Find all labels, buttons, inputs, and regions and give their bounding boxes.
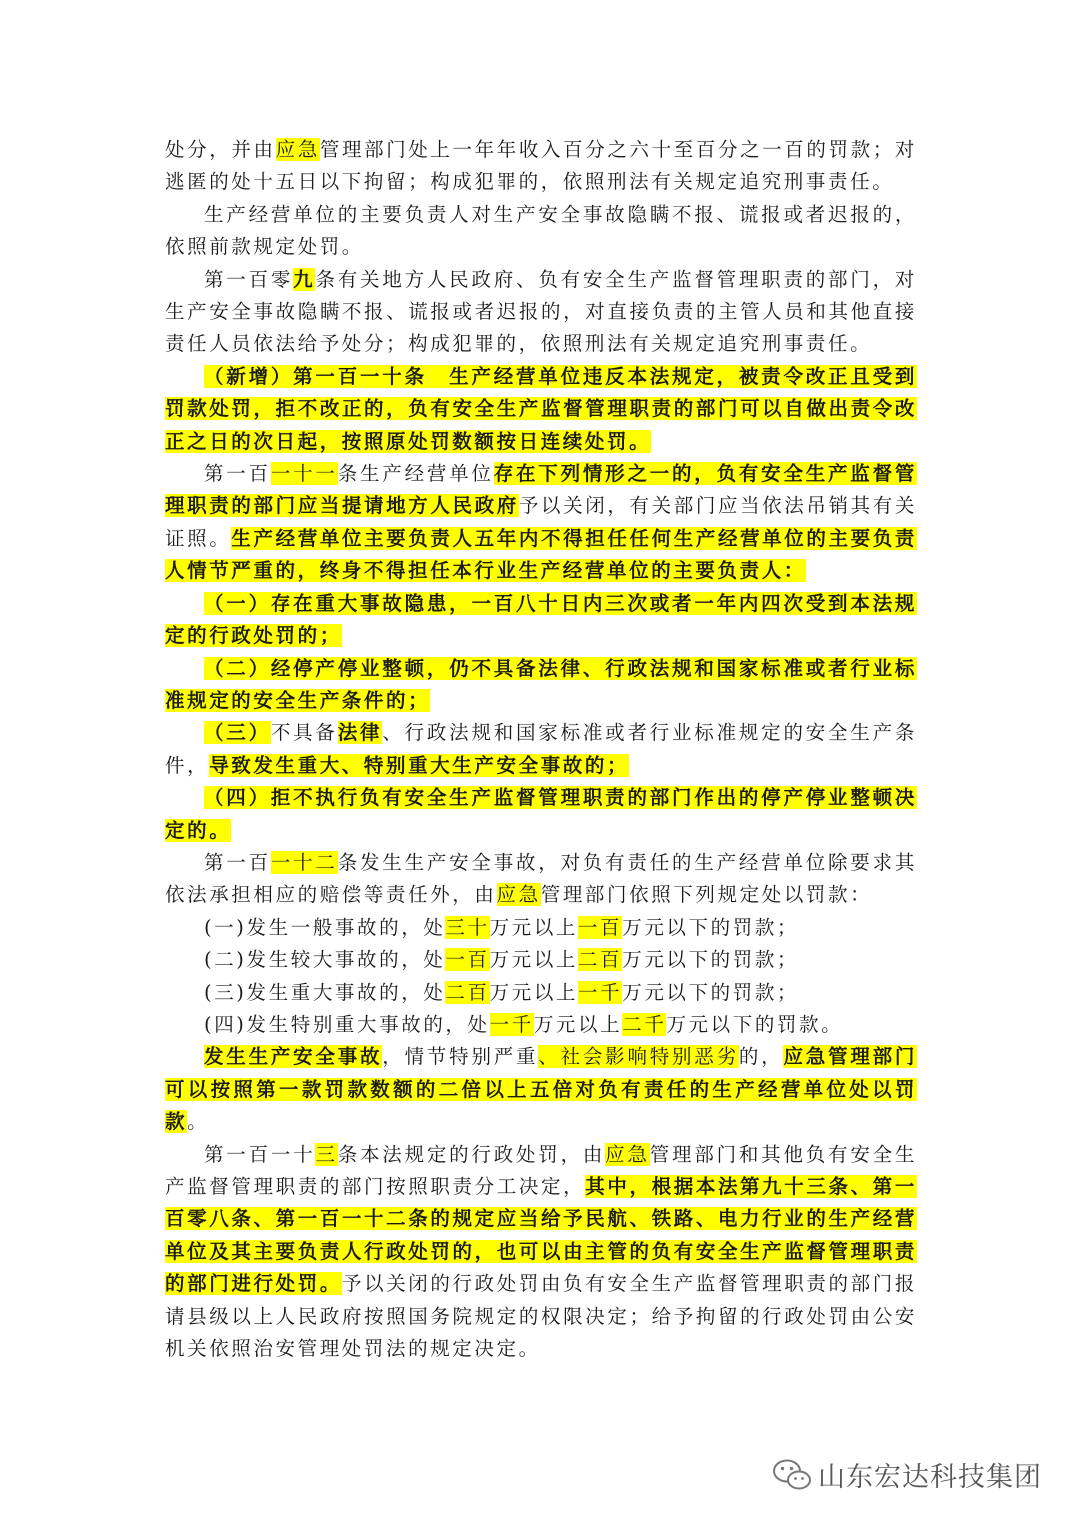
paragraph xyxy=(165,458,917,588)
text-segment: 生产经营单位的主要负责人对生产安全事故隐瞒不报、谎报或者迟报的，依照前款规定处罚。 xyxy=(165,202,917,259)
highlighted-text: （四）拒不执行负有安全生产监督管理职责的部门作出的停产停业整顿决定的。 xyxy=(165,786,917,842)
text-segment: 万元以上 xyxy=(489,915,579,939)
highlighted-text: 九 xyxy=(293,267,316,291)
text-segment: 。 xyxy=(187,1110,210,1134)
text-segment: 的， xyxy=(738,1045,784,1069)
text-segment: ，情节特别严重 xyxy=(382,1045,539,1069)
highlighted-text: 一百 xyxy=(578,915,623,939)
paragraph xyxy=(165,912,917,944)
text-segment: 予以关闭，有关部门应当依法吊销其有关证照。 xyxy=(165,494,917,550)
highlighted-text: （三） xyxy=(204,721,271,745)
watermark-text: 山东宏达科技集团 xyxy=(818,1462,1042,1493)
text-segment: 第一百 xyxy=(204,462,271,486)
highlighted-text: 应急 xyxy=(605,1142,650,1166)
highlighted-text: 导致发生重大、特别重大生产安全事故的； xyxy=(209,753,630,777)
highlighted-text: 、 xyxy=(538,1045,561,1069)
paragraph xyxy=(165,653,917,718)
text-segment: 万元以下的罚款； xyxy=(622,948,800,972)
paragraph xyxy=(165,782,917,847)
highlighted-text: 一千 xyxy=(578,980,623,1004)
highlighted-text: 二百 xyxy=(578,948,623,972)
text-segment: 第一百零 xyxy=(204,267,294,291)
text-segment: 条本法规定的行政处罚，由 xyxy=(337,1142,606,1166)
watermark xyxy=(772,1455,1042,1494)
highlighted-text: （二）经停产停业整顿，仍不具备法律、行政法规和国家标准或者行业标准规定的安全生产条件的； xyxy=(165,656,917,712)
highlighted-text: 二千 xyxy=(622,1012,667,1036)
paragraph xyxy=(165,361,917,458)
text-segment: (三)发生重大事故的，处 xyxy=(204,980,446,1004)
highlighted-text: 应急 xyxy=(275,138,320,161)
text-segment: 条有关地方人民政府、负有安全生产监督管理职责的部门，对生产安全事故隐瞒不报、谎报或者迟报的，对直接负责的主管人员和其他直接责任人员依法给予处分；构成犯罪的，依照刑法有关规定追究刑事责任。 xyxy=(165,267,918,356)
highlighted-text: 三 xyxy=(315,1142,338,1166)
paragraph xyxy=(165,199,917,264)
text-segment: 万元以上 xyxy=(489,980,579,1004)
highlighted-text: 存在下列情形之一的，负有安全生产监督管理职责的部门应当提请地方人民政府 xyxy=(165,462,917,518)
highlighted-text: 其中，根据本法第九十三条、第一百零八条、第一百一十二条的规定应当给予民航、铁路、电力行业的生产经营单位及其主要负责人行政处罚的，也可以由主管的负有安全生产监督管理职责的部门进行处罚。 xyxy=(165,1175,917,1296)
document-body xyxy=(165,134,917,1365)
text-segment: 万元以下的罚款。 xyxy=(666,1012,844,1036)
highlighted-text: 一百 xyxy=(445,948,490,972)
text-segment: 条生产经营单位 xyxy=(337,462,494,486)
text-segment: 不具备 xyxy=(270,721,338,745)
text-segment: 第一百 xyxy=(204,850,271,874)
highlighted-text: 法律 xyxy=(337,721,383,745)
text-segment: 处分，并由 xyxy=(165,138,276,161)
text-segment: 管理部门处上一年年收入百分之六十至百分之一百的罚款；对逃匿的处十五日以下拘留；构成犯罪的，依照刑法有关规定追究刑事责任。 xyxy=(165,138,917,194)
paragraph xyxy=(165,717,917,782)
text-segment: (二)发生较大事故的，处 xyxy=(204,948,446,972)
paragraph xyxy=(165,1041,917,1138)
text-segment: 第一百一十 xyxy=(204,1142,316,1166)
text-segment: 万元以上 xyxy=(489,948,579,972)
highlighted-text: 社会影响特别恶劣 xyxy=(560,1045,739,1069)
paragraph xyxy=(165,134,917,199)
highlighted-text: 应急管理部门可以按照第一款罚款数额的二倍以上五倍对负有责任的生产经营单位处以罚款 xyxy=(165,1045,917,1134)
highlighted-text: 一十二 xyxy=(270,850,338,874)
paragraph xyxy=(165,977,917,1009)
text-segment: 管理部门依照下列规定处以罚款： xyxy=(540,883,873,907)
highlighted-text: 一千 xyxy=(489,1012,534,1036)
text-segment: 万元以下的罚款； xyxy=(622,980,800,1004)
text-segment: (四)发生特别重大事故的，处 xyxy=(204,1012,490,1036)
paragraph xyxy=(165,847,917,912)
wechat-icon xyxy=(772,1458,812,1492)
highlighted-text: 发生生产安全事故 xyxy=(204,1045,383,1069)
text-segment: 万元以上 xyxy=(533,1012,623,1036)
highlighted-text: 应急 xyxy=(496,883,541,907)
highlighted-text: （新增）第一百一十条 生产经营单位违反本法规定，被责令改正且受到罚款处罚，拒不改正的，负有安全生产监督管理职责的部门可以自做出责令改正之日的次日起，按照原处罚数额按日连续处罚。 xyxy=(165,364,917,453)
paragraph xyxy=(165,264,917,361)
text-segment: 予以关闭的行政处罚由负有安全生产监督管理职责的部门报请县级以上人民政府按照国务院规定的权限决定；给予拘留的行政处罚由公安机关依照治安管理处罚法的规定决定。 xyxy=(165,1272,917,1361)
paragraph xyxy=(165,944,917,976)
paragraph xyxy=(165,1139,917,1366)
highlighted-text: 三十 xyxy=(445,915,490,939)
highlighted-text: 二百 xyxy=(445,980,490,1004)
text-segment: (一)发生一般事故的，处 xyxy=(204,915,446,939)
text-segment: 、行政法规和国家标准或者行业标准规定的安全生产条件， xyxy=(165,721,917,777)
text-segment: 万元以下的罚款； xyxy=(622,915,800,939)
highlighted-text: 生产经营单位主要负责人五年内不得担任任何生产经营单位的主要负责人情节严重的，终身不得担任本行业生产经营单位的主要负责人： xyxy=(165,526,917,583)
text-segment: 管理部门和其他负有安全生产监督管理职责的部门按照职责分工决定， xyxy=(165,1142,917,1198)
highlighted-text: （一）存在重大事故隐患，一百八十日内三次或者一年内四次受到本法规定的行政处罚的； xyxy=(165,591,917,648)
text-segment: 条发生生产安全事故，对负有责任的生产经营单位除要求其依法承担相应的赔偿等责任外，由 xyxy=(165,850,917,907)
paragraph xyxy=(165,1009,917,1041)
paragraph xyxy=(165,588,917,653)
highlighted-text: 一十一 xyxy=(270,462,338,486)
